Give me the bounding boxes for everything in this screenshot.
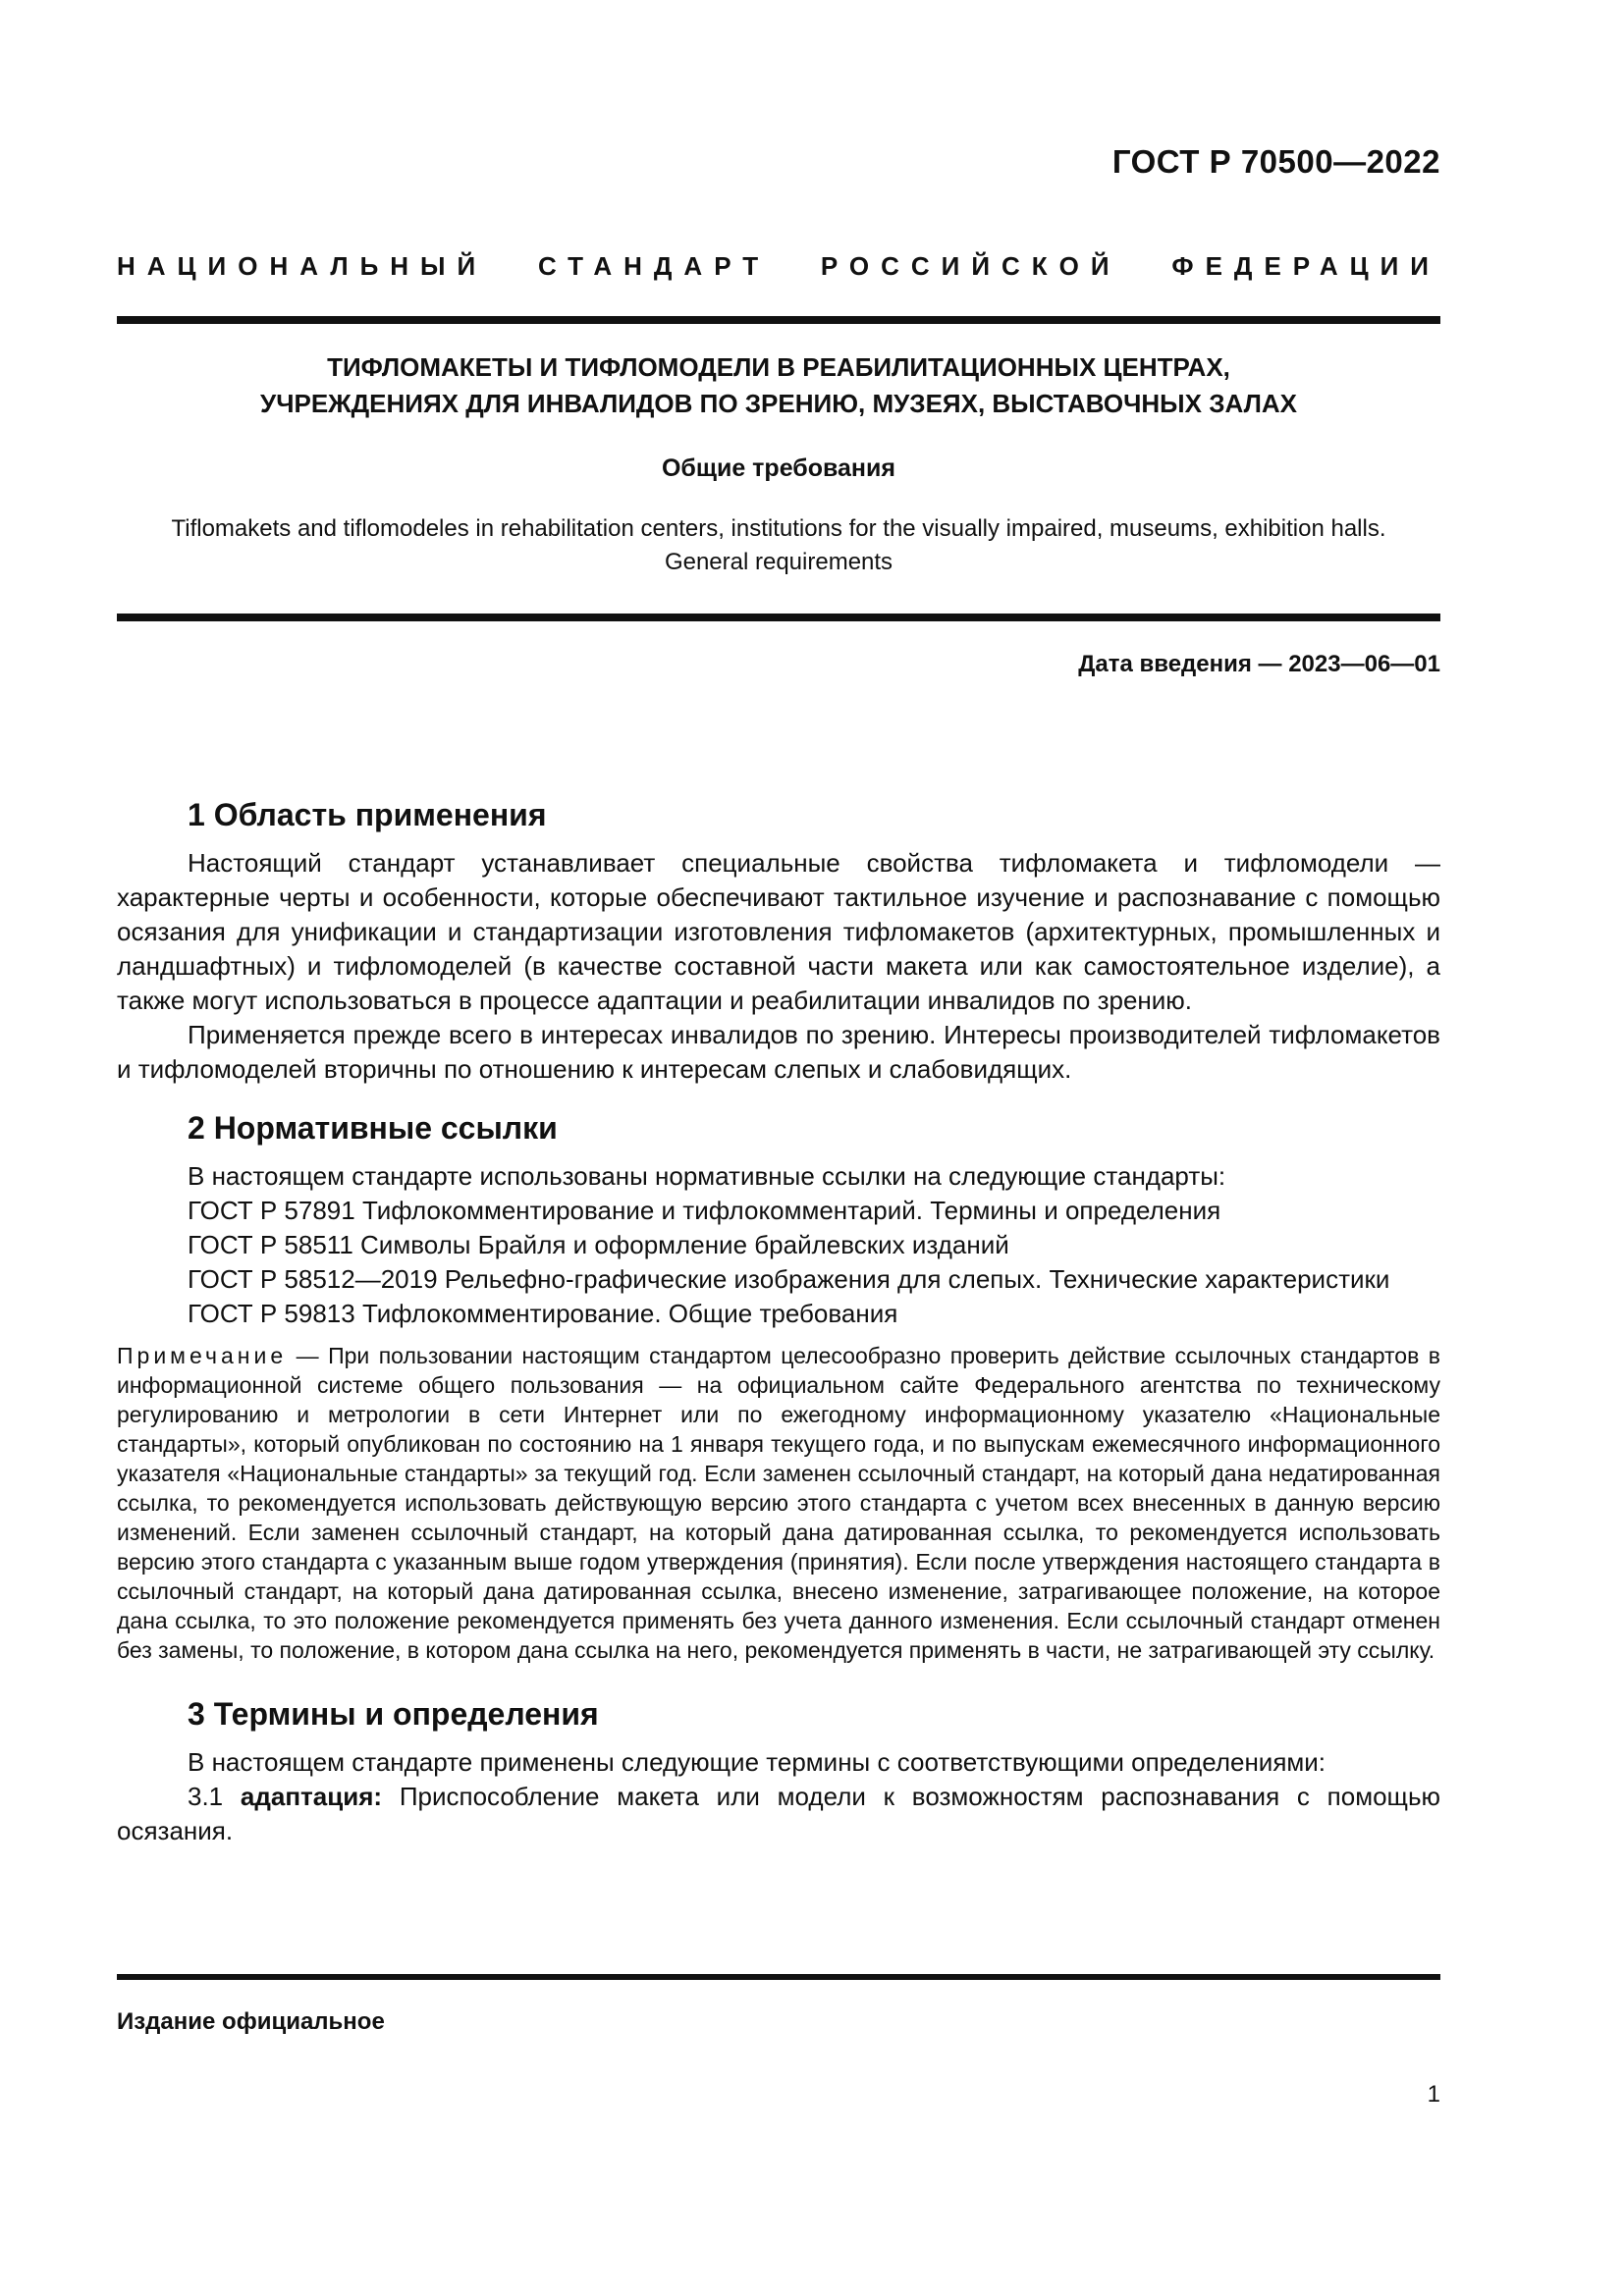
term-name: адаптация: [240,1782,383,1811]
section-heading: 2 Нормативные ссылки [188,1110,558,1146]
reference-item: ГОСТ Р 57891 Тифлокомментирование и тифлокомментарий. Термины и определения [188,1196,1221,1225]
title-line-2: УЧРЕЖДЕНИЯХ ДЛЯ ИНВАЛИДОВ ПО ЗРЕНИЮ, МУЗЕЯХ, ВЫСТАВОЧНЫХ ЗАЛАХ [260,389,1297,418]
document-subtitle: Общие требования [661,454,895,482]
reference-item: ГОСТ Р 59813 Тифлокомментирование. Общие требования [188,1299,898,1328]
reference-item: ГОСТ Р 58512—2019 Рельефно-графические изображения для слепых. Технические характеристики [188,1264,1390,1294]
national-standard-heading: НАЦИОНАЛЬНЫЙ СТАНДАРТ РОССИЙСКОЙ ФЕДЕРАЦИИ [117,251,1440,281]
page-number: 1 [1427,2081,1440,2108]
footer-rule [117,1974,1440,1980]
introduction-date: Дата введения — 2023—06—01 [1078,651,1440,677]
english-title-line-2: General requirements [664,549,893,575]
title-rule [117,614,1440,621]
term-number: 3.1 [188,1782,241,1811]
english-title [117,512,1440,579]
reference-item: ГОСТ Р 58511 Символы Брайля и оформление брайлевских изданий [188,1230,1009,1259]
section-terms [117,1692,1440,1848]
paragraph: В настоящем стандарте использованы нормативные ссылки на следующие стандарты: [188,1161,1226,1191]
term-definition [117,1780,1440,1848]
term-text: Приспособление макета или модели к возможностям распознавания с помощью осязания. [117,1782,1440,1845]
paragraph: В настоящем стандарте применены следующие термины с соответствующими определениями: [188,1747,1326,1777]
edition-label: Издание официальное [117,2008,385,2035]
section-heading: 3 Термины и определения [188,1696,599,1732]
paragraph: Настоящий стандарт устанавливает специальные свойства тифломакета и тифломодели — характерные черты и особенности, которые обеспечивают тактильное изучение и распознавание с помощью осязания для унификации и стандартизации изготовления тифломакетов (архитектурных, промышленных и ландшафтных) и тифломоделей (в качестве составной части макета или как самостоятельное изделие), а также могут использоваться в процессе адаптации и реабилитации инвалидов по зрению. [117,848,1440,1015]
header-rule [117,316,1440,324]
title-line-1: ТИФЛОМАКЕТЫ И ТИФЛОМОДЕЛИ В РЕАБИЛИТАЦИОННЫХ ЦЕНТРАХ, [327,352,1230,382]
english-title-line-1: Tiflomakets and tiflomodeles in rehabilitation centers, institutions for the visually impaired, museums, exhibition halls. [171,515,1386,542]
note-text: — При пользовании настоящим стандартом целесообразно проверить действие ссылочных стандартов в информационной системе общего пользования — на официальном сайте Федерального агентства по техническому регулированию и метрологии в сети Интернет или по ежегодному информационному указателю «Национальные стандарты», который опубликован по состоянию на 1 января текущего года, и по выпускам ежемесячного информационного указателя «Национальные стандарты» за текущий год. Если заменен ссылочный стандарт, на который дана недатированная ссылка, то рекомендуется использовать действующую версию этого стандарта с учетом всех внесенных в данную версию изменений. Если заменен ссылочный стандарт, на который дана датированная ссылка, то рекомендуется использовать версию этого стандарта с указанным выше годом утверждения (принятия). Если после утверждения настоящего стандарта в ссылочный стандарт, на который дана датированная ссылка, внесено изменение, затрагивающее положение, на которое дана ссылка, то это положение рекомендуется применять без учета данного изменения. Если ссылочный стандарт отменен без замены, то положение, в котором дана ссылка на него, рекомендуется применять в части, не затрагивающей эту ссылку. [117,1343,1440,1663]
note [117,1341,1440,1665]
paragraph: Применяется прежде всего в интересах инвалидов по зрению. Интересы производителей тифломакетов и тифломоделей вторичны по отношению к интересам слепых и слабовидящих. [117,1020,1440,1084]
gost-number: ГОСТ Р 70500—2022 [1111,143,1440,180]
document-body [117,793,1440,1848]
note-label: Примечание [117,1343,288,1368]
section-scope [117,793,1440,1087]
section-normative-references [117,1106,1440,1665]
document-title [117,349,1440,422]
section-heading: 1 Область применения [188,797,547,832]
